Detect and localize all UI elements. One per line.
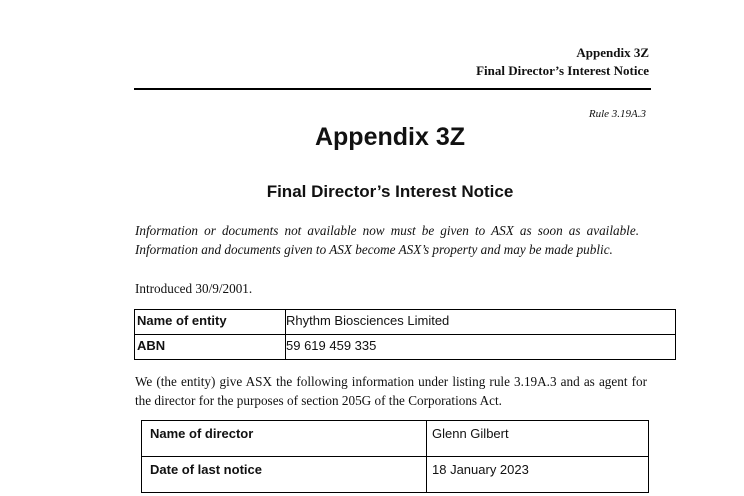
rule-reference: Rule 3.19A.3: [588, 108, 646, 120]
abn-value: 59 619 459 335: [286, 335, 676, 360]
director-name-value: Glenn Gilbert: [427, 421, 649, 457]
header-appendix: Appendix 3Z: [576, 45, 649, 60]
entity-name-value: Rhythm Biosciences Limited: [286, 310, 676, 335]
abn-label: ABN: [135, 335, 286, 360]
director-name-label: Name of director: [142, 421, 427, 457]
table-row: [142, 421, 649, 457]
table-row: [135, 335, 676, 360]
header-divider: [134, 88, 651, 90]
header-notice-title: Final Director’s Interest Notice: [476, 63, 649, 78]
page-title: Appendix 3Z: [314, 123, 465, 151]
last-notice-value: 18 January 2023: [427, 457, 649, 493]
last-notice-label: Date of last notice: [142, 457, 427, 493]
entity-name-label: Name of entity: [135, 310, 286, 335]
entity-table: [134, 309, 676, 360]
page-subtitle: Final Director’s Interest Notice: [266, 182, 514, 201]
table-row: [142, 457, 649, 493]
statement-paragraph: We (the entity) give ASX the following information under listing rule 3.19A.3 and as agent for the director for the purposes of section 205G of the Corporations Act.: [135, 374, 647, 408]
availability-note: Information or documents not available now must be given to ASX as soon as available. Information and documents given to ASX become ASX’s property and may be made public.: [135, 223, 639, 257]
director-table: [141, 420, 649, 493]
introduced-date: Introduced 30/9/2001.: [135, 281, 253, 296]
table-row: [135, 310, 676, 335]
